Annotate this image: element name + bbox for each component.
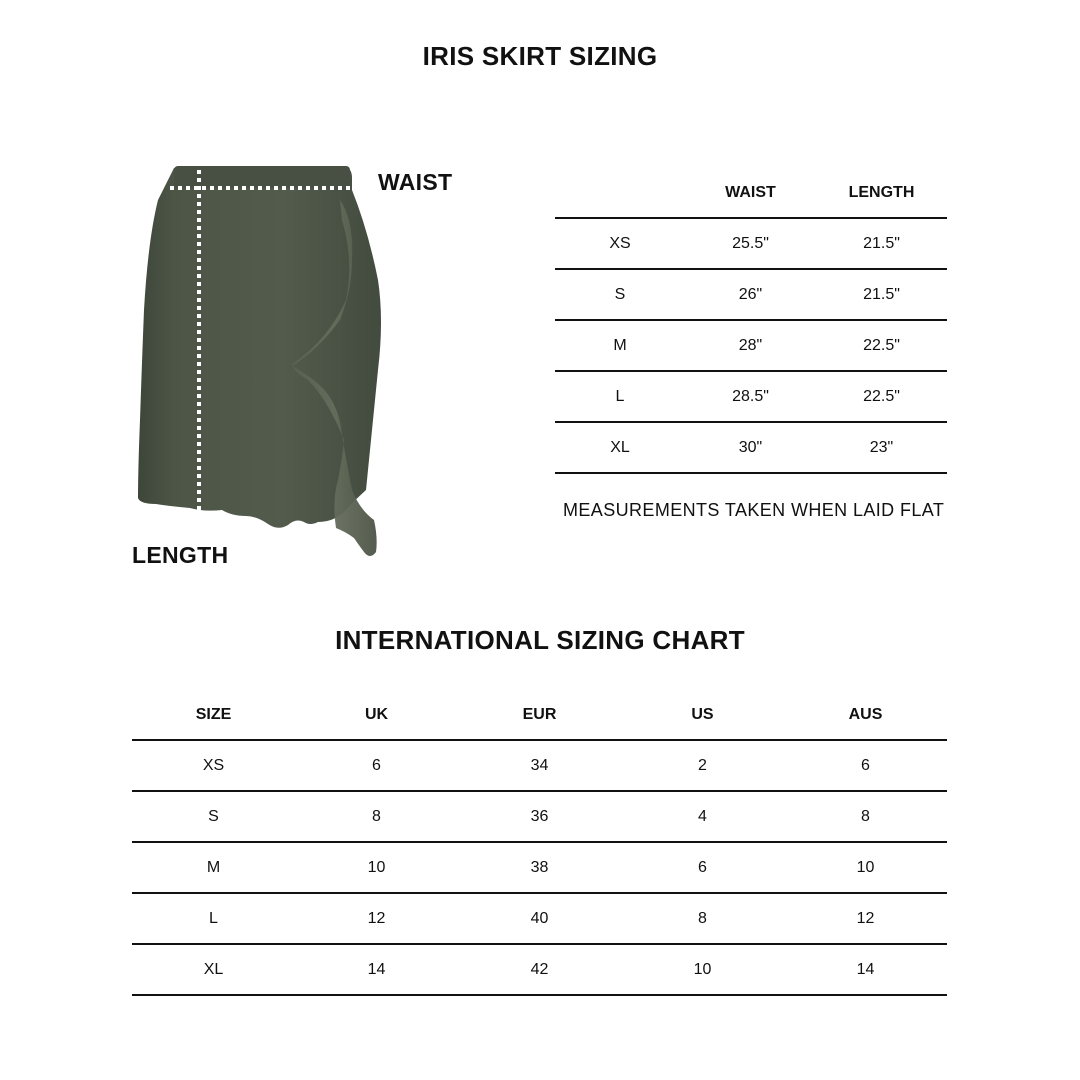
cell-us: 4: [698, 807, 707, 825]
cell-eur: 40: [530, 909, 549, 927]
table-row: [555, 218, 947, 269]
cell-size: L: [615, 387, 625, 405]
cell-aus: 14: [856, 960, 875, 978]
cell-us: 6: [698, 858, 707, 876]
cell-waist: 28": [738, 336, 763, 354]
cell-us: 10: [693, 960, 712, 978]
cell-uk: 10: [367, 858, 386, 876]
cell-length: 22.5": [863, 336, 900, 354]
table-header-row: [555, 168, 947, 218]
table-row: [132, 944, 947, 995]
table-row: [132, 842, 947, 893]
cell-length: 23": [869, 438, 894, 456]
cell-uk: 8: [372, 807, 381, 825]
table-header-row: [132, 690, 947, 740]
cell-size: S: [208, 807, 219, 825]
waistband-shape: [174, 166, 350, 188]
cell-uk: 14: [367, 960, 386, 978]
table-row: [132, 740, 947, 791]
waist-label: WAIST: [378, 169, 453, 195]
header-uk: UK: [364, 705, 389, 723]
cell-size: XL: [203, 960, 224, 978]
cell-size: S: [614, 285, 626, 303]
header-length: LENGTH: [848, 183, 915, 201]
page-title: IRIS SKIRT SIZING: [422, 41, 658, 71]
table-row: [132, 893, 947, 944]
cell-waist: 30": [738, 438, 763, 456]
header-eur: EUR: [522, 705, 557, 723]
cell-length: 22.5": [863, 387, 900, 405]
cell-eur: 34: [530, 756, 549, 774]
cell-uk: 12: [367, 909, 386, 927]
cell-eur: 38: [530, 858, 549, 876]
cell-aus: 12: [856, 909, 875, 927]
table-row: [555, 269, 947, 320]
section-title: INTERNATIONAL SIZING CHART: [335, 625, 745, 655]
header-aus: AUS: [848, 705, 883, 723]
international-sizing-table: [132, 690, 947, 996]
measurement-note: MEASUREMENTS TAKEN WHEN LAID FLAT: [563, 500, 945, 520]
cell-eur: 36: [530, 807, 549, 825]
cell-size: XS: [202, 756, 225, 774]
header-us: US: [691, 705, 714, 723]
cell-size: M: [613, 336, 627, 354]
table-row: [555, 422, 947, 473]
skirt-image: [128, 160, 468, 580]
cell-uk: 6: [372, 756, 381, 774]
cell-us: 8: [698, 909, 707, 927]
cell-aus: 6: [861, 756, 870, 774]
skirt-illustration: [128, 160, 468, 580]
cell-waist: 25.5": [732, 234, 769, 252]
length-label: LENGTH: [132, 542, 229, 568]
cell-aus: 8: [861, 807, 870, 825]
cell-size: M: [206, 858, 221, 876]
table-row: [555, 371, 947, 422]
header-size: SIZE: [195, 705, 232, 723]
cell-size: L: [209, 909, 218, 927]
cell-size: XL: [610, 438, 630, 456]
table-row: [132, 791, 947, 842]
cell-eur: 42: [530, 960, 549, 978]
cell-length: 21.5": [863, 234, 900, 252]
cell-length: 21.5": [863, 285, 900, 303]
cell-us: 2: [698, 756, 707, 774]
header-waist: WAIST: [725, 183, 776, 201]
cell-size: XS: [609, 234, 631, 252]
header-size: [555, 168, 685, 218]
cell-aus: 10: [856, 858, 875, 876]
table-row: [555, 320, 947, 371]
cell-waist: 28.5": [732, 387, 769, 405]
size-measurement-table: [555, 168, 947, 474]
cell-waist: 26": [738, 285, 763, 303]
